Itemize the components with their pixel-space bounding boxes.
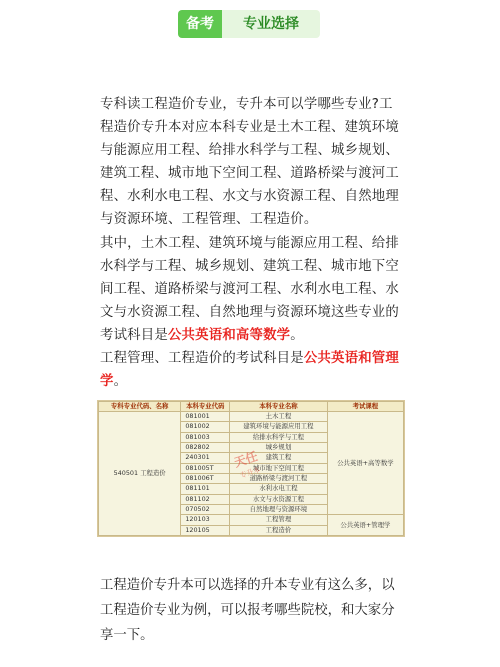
code-cell: 081002 bbox=[181, 422, 230, 432]
code-cell: 240301 bbox=[181, 453, 230, 463]
course-cell: 公共英语+高等数学 bbox=[327, 412, 403, 515]
exam-highlight-2: 公共英语和管理学 bbox=[100, 351, 399, 389]
code-cell: 082802 bbox=[181, 442, 230, 452]
name-cell: 水文与水资源工程 bbox=[230, 494, 328, 504]
exam-end-2: 。 bbox=[113, 374, 128, 389]
name-cell: 城市地下空间工程 bbox=[230, 463, 328, 473]
name-cell: 工程造价 bbox=[230, 525, 328, 535]
section-header bbox=[0, 0, 500, 46]
name-cell: 水利水电工程 bbox=[230, 484, 328, 494]
code-cell: 070502 bbox=[181, 504, 230, 514]
code-cell: 081102 bbox=[181, 494, 230, 504]
header-name: 本科专业名称 bbox=[230, 402, 328, 412]
table-row bbox=[99, 412, 404, 422]
exam-paragraph-2 bbox=[100, 347, 406, 393]
header-course: 考试课程 bbox=[327, 402, 403, 412]
code-cell: 120103 bbox=[181, 515, 230, 525]
watermark-sub: 专升本 bbox=[239, 465, 262, 480]
junior-major: 540501 工程造价 bbox=[99, 412, 181, 536]
code-cell: 081101 bbox=[181, 484, 230, 494]
name-cell: 自然地理与资源环境 bbox=[230, 504, 328, 514]
code-cell: 081001 bbox=[181, 412, 230, 422]
prep-badge: 备考 bbox=[178, 10, 222, 38]
exam-end-1: 。 bbox=[290, 328, 304, 343]
header-junior: 专科专业代码、名称 bbox=[99, 402, 181, 412]
exam-text-2: 工程管理、工程造价的考试科目是 bbox=[100, 351, 304, 366]
name-cell: 建筑环境与能源应用工程 bbox=[230, 422, 328, 432]
section-title: 专业选择 bbox=[222, 10, 320, 38]
exam-highlight-1: 公共英语和高等数学 bbox=[167, 328, 291, 343]
table-header-row bbox=[99, 402, 404, 412]
watermark-main: 天任 bbox=[232, 449, 260, 470]
code-cell: 081006T bbox=[181, 473, 230, 483]
code-cell: 081003 bbox=[181, 432, 230, 442]
name-cell: 道路桥梁与渡河工程 bbox=[230, 473, 328, 483]
name-cell: 给排水科学与工程 bbox=[230, 432, 328, 442]
code-cell: 120105 bbox=[181, 525, 230, 535]
intro-paragraph: 专科读工程造价专业，专升本可以学哪些专业?工程造价专升本对应本科专业是土木工程、建筑环境与能源应用工程、给排水科学与工程、城乡规划、建筑工程、城市地下空间工程、道路桥梁与渡河工程、水利水电工程、水文与水资源工程、自然地理与资源环境、工程管理、工程造价。 bbox=[100, 97, 399, 227]
name-cell: 工程管理 bbox=[230, 515, 328, 525]
course-cell: 公共英语+管理学 bbox=[327, 515, 403, 536]
exam-text-1: 其中，土木工程、建筑环境与能源应用工程、给排水科学与工程、城乡规划、建筑工程、城市地下空间工程、道路桥梁与渡河工程、水利水电工程、水文与水资源工程、自然地理与资源环境这些专业的考试科目是 bbox=[100, 236, 399, 343]
exam-paragraph-1 bbox=[100, 232, 406, 347]
code-cell: 081005T bbox=[181, 463, 230, 473]
name-cell: 城乡规划 bbox=[230, 442, 328, 452]
name-cell: 建筑工程 bbox=[230, 453, 328, 463]
header-code: 本科专业代码 bbox=[181, 402, 230, 412]
outro-paragraph: 工程造价专升本可以选择的升本专业有这么多，以工程造价专业为例，可以报考哪些院校，和大家分享一下。 bbox=[100, 578, 395, 643]
name-cell: 土木工程 bbox=[230, 412, 328, 422]
